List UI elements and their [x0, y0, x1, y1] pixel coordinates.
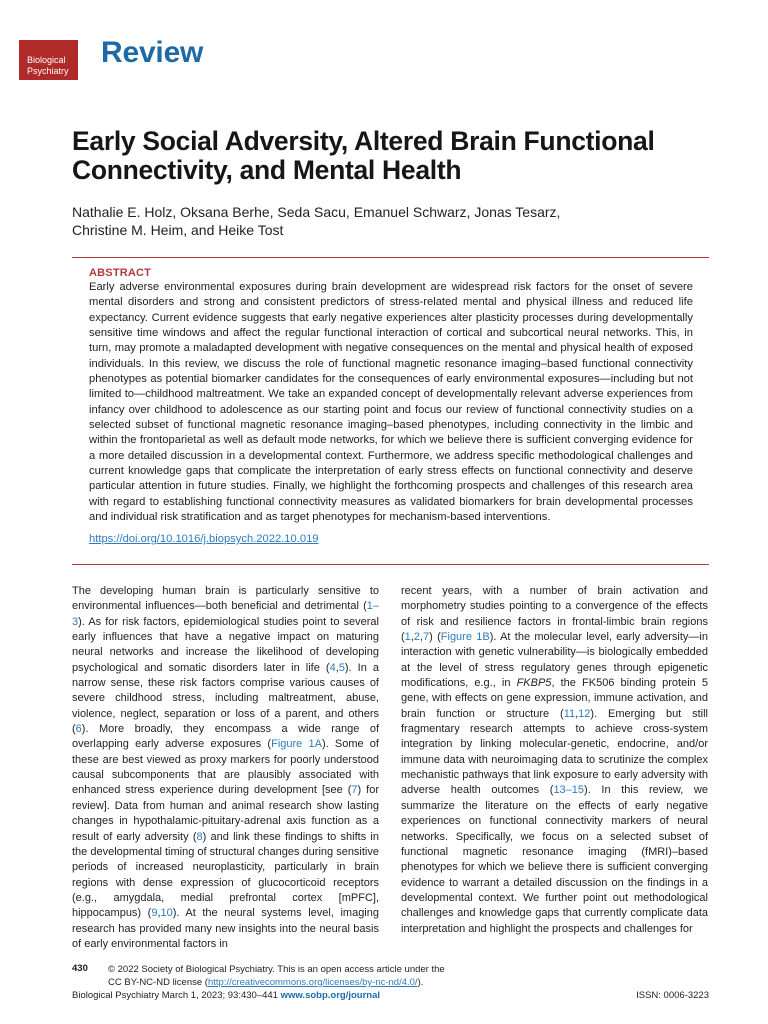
citation-link[interactable]: 2	[413, 631, 420, 644]
license-line-1: © 2022 Society of Biological Psychiatry. This is an open access article under the	[108, 964, 445, 975]
italic-term: FKBP5	[516, 677, 552, 690]
text-run: ). In this review, we summarize the literature on the effects of early negative experiences on functional connectivity markers of neural networks. Specifically, we focus on a selected subset of functional magnetic resonance imaging (fMRI)–based phenotypes for which we believe there is sufficient converging evidence to warrant a detailed discussion on the findings in a developmental context. We further point out methodological challenges and knowledge gaps that currently complicate data interpretation and highlight the prospects and challenges for	[401, 784, 708, 935]
article-title	[72, 127, 732, 185]
logo-line-1: Biological	[27, 55, 66, 65]
text-run: ,	[157, 907, 161, 920]
text-run: ). In a narrow sense, these risk factors comprise various causes of severe childhood stress, including maltreatment, abuse, violence, neglect, separation or loss of a parent, and others (	[72, 661, 380, 736]
text-run: ) for review]. Data from human and animal research show lasting changes in hypothalamic-pituitary-adrenal axis function as a result of early adversity (	[72, 784, 379, 843]
text-run: ). As for risk factors, epidemiological studies point to several early influences that have a negative impact on maturing neural networks and increase the likelihood of developing psychological and somatic disorders later in life (	[72, 615, 379, 674]
text-run: The developing human brain is particularly sensitive to environmental influences—both beneficial and detrimental (	[72, 585, 379, 613]
text-run: ,	[410, 631, 414, 644]
citation-link[interactable]: 7	[351, 784, 358, 797]
text-run: ) (	[429, 631, 441, 644]
citation-text: Biological Psychiatry March 1, 2023; 93:430–441	[72, 990, 278, 1001]
text-run: ). At the molecular level, early adversity—in interaction with genetic vulnerability—is biologically embedded at the level of stress regulatory genes through epigenetic modifications, e.g., in	[401, 631, 708, 690]
citation-link[interactable]: Figure 1A	[271, 738, 322, 751]
citation-link[interactable]: 7	[423, 631, 430, 644]
citation-link[interactable]: 10	[160, 907, 173, 920]
journal-logo	[19, 40, 78, 80]
abstract-heading: ABSTRACT	[89, 267, 152, 279]
title-line-1: Early Social Adversity, Altered Brain Functional	[72, 126, 655, 156]
license-notice	[108, 963, 528, 989]
text-run: , the FK506 binding protein 5 gene, with effects on gene expression, immune activation, and brain function or structure (	[401, 677, 709, 720]
logo-line-2: Psychiatry	[27, 66, 69, 76]
citation-link[interactable]: 1–3	[72, 600, 379, 628]
citation-link[interactable]: 13–15	[553, 784, 585, 797]
citation-link[interactable]: 11	[563, 707, 576, 720]
body-column-right	[401, 584, 708, 937]
text-run: recent years, with a number of brain activation and morphometry studies pointing to a convergence of the effects of risk and resilience factors in frontal-limbic brain regions (	[401, 585, 708, 644]
text-run: ). More broadly, they encompass a wide range of overlapping early adverse exposures (	[72, 723, 379, 751]
license-line-2	[108, 976, 528, 989]
doi-link[interactable]: https://doi.org/10.1016/j.biopsych.2022.10.019	[89, 533, 319, 545]
citation-link[interactable]: 9	[151, 907, 158, 920]
citation-link[interactable]: 4	[329, 661, 336, 674]
text-run: ,	[419, 631, 424, 644]
citation-link[interactable]: 6	[75, 723, 82, 736]
journal-citation	[72, 990, 380, 1001]
author-list	[72, 203, 732, 239]
text-run: ,	[335, 661, 339, 674]
text-run: ). Some of these are best viewed as proxy markers for poorly understood causal subcomponents that are plausibly associated with enhanced stress experience during development [see (	[72, 738, 379, 797]
license-close: ).	[417, 977, 424, 988]
text-run: ). At the neural systems level, imaging research has provided many new insights into the neural basis of early environmental factors in	[72, 907, 379, 950]
license-link[interactable]: http://creativecommons.org/licenses/by-nc-nd/4.0/	[207, 977, 418, 988]
page-number: 430	[72, 963, 88, 974]
citation-link[interactable]: Figure 1B	[440, 631, 490, 644]
body-column-left	[72, 584, 379, 952]
author-line-1: Nathalie E. Holz, Oksana Berhe, Seda Sacu, Emanuel Schwarz, Jonas Tesarz,	[72, 204, 561, 220]
journal-url-link[interactable]: www.sobp.org/journal	[280, 990, 381, 1001]
title-line-2: Connectivity, and Mental Health	[72, 155, 462, 185]
text-run: ). Emerging but still fragmentary research attempts to achieve cross-system integration by linking molecular-genetic, endocrine, and/or immune data with neuroimaging data to scrutinize the complex mechanistic pathways that link exposure to early adversity with adverse health outcomes (	[401, 707, 708, 797]
abstract-text: Early adverse environmental exposures during brain development are widespread risk factors for the onset of severe mental disorders and strong and consistent predictors of stress-related mental and physical illness and reduced life expectancy. Current evidence suggests that early negative experiences alter plasticity processes during developmentally sensitive time windows and affect the regular functional interaction of cortical and subcortical neural networks. This, in turn, may promote a maladapted development with negative consequences on the mental and physical health of exposed individuals. In this review, we discuss the role of functional magnetic resonance imaging–based functional connectivity phenotypes as potential biomarker candidates for the consequences of early environmental exposures—including but not limited to—childhood maltreatment. We take an expanded concept of developmentally relevant adverse experiences from infancy over childhood to adolescence as our starting point and focus our review of functional connectivity studies on a selected subset of functional magnetic resonance imaging–based phenotypes, including connectivity in the limbic and within the frontoparietal as well as default mode networks, for which we believe there is sufficient converging evidence for a more detailed discussion in a developmental context. Furthermore, we address specific methodological challenges and current knowledge gaps that complicate the interpretation of early stress effects on functional connectivity and deserve particular attention in future studies. Finally, we highlight the forthcoming prospects and challenges of this research area with regard to establishing functional connectivity measures as validated biomarkers for brain developmental processes and individual risk stratification and as target phenotypes for mechanism-based interventions.	[89, 281, 693, 524]
citation-link[interactable]: 5	[338, 661, 345, 674]
issn: ISSN: 0006-3223	[636, 990, 709, 1001]
section-type-label: Review	[101, 36, 204, 69]
citation-link[interactable]: 8	[196, 830, 203, 843]
citation-link[interactable]: 12	[578, 707, 591, 720]
text-run: ,	[575, 707, 579, 720]
text-run: ) and link these findings to shifts in the developmental timing of structural changes during sensitive periods of increased neuroplasticity, particularly in brain regions with dense expression of glucocorticoid receptors (e.g., amygdala, medial prefrontal cortex [mPFC], hippocampus) (	[72, 830, 379, 920]
license-line-2-text: CC BY-NC-ND license (	[108, 977, 208, 988]
author-line-2: Christine M. Heim, and Heike Tost	[72, 222, 284, 238]
citation-link[interactable]: 1	[404, 631, 411, 644]
